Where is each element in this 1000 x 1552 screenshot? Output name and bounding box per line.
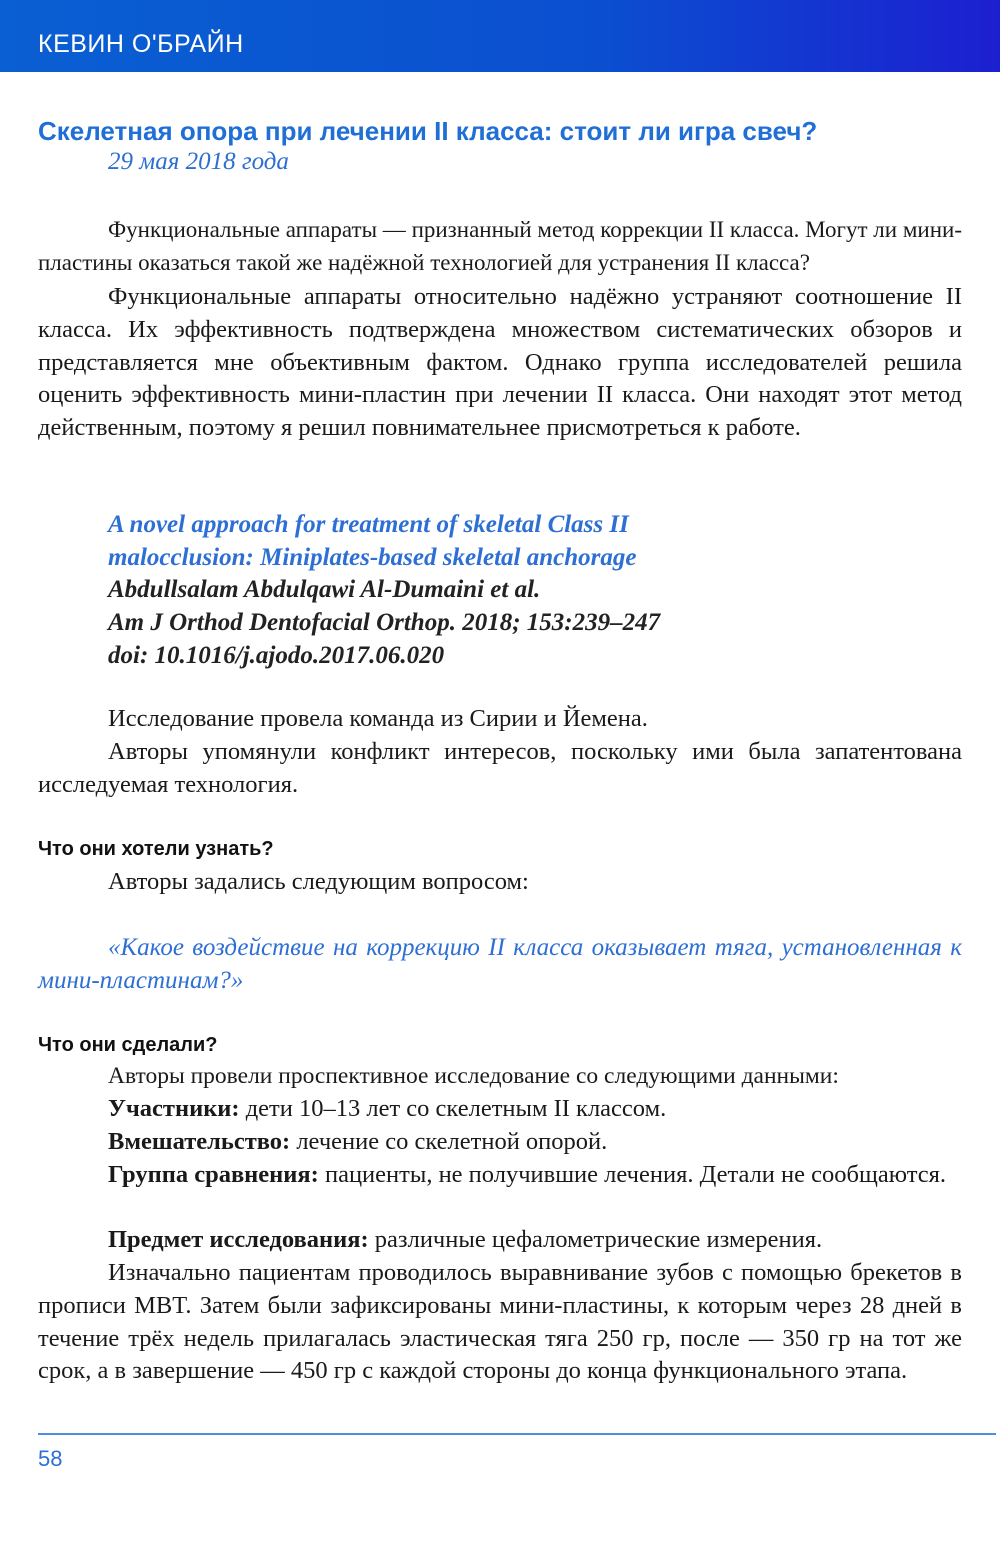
method-item-label: Участники: bbox=[108, 1095, 240, 1122]
reference-journal: Am J Orthod Dentofacial Orthop. 2018; 153:239–247 bbox=[108, 609, 661, 636]
intro-paragraph-2: Функциональные аппараты относительно надёжно устраняют соотношение II класса. Их эффективность подтверждена множеством систематических обзоров и представляется мне объективным фактом. Однако группа исследователей решила оценить эффективность мини-пластин при лечении II класса. Они находят этот метод действенным, поэтому я решил повнимательнее присмотреться к работе. bbox=[38, 283, 962, 442]
study-paragraph-1: Исследование провела команда из Сирии и Йемена. bbox=[108, 705, 648, 732]
method-paragraph: Авторы провели проспективное исследование со следующими данными: bbox=[108, 1063, 839, 1089]
question-paragraph: Авторы задались следующим вопросом: bbox=[108, 868, 529, 895]
method-item-value: дети 10–13 лет со скелетным II классом. bbox=[239, 1095, 667, 1122]
method-item-outcome bbox=[108, 1224, 962, 1257]
article-date: 29 мая 2018 года bbox=[108, 148, 289, 175]
header-author: КЕВИН О'БРАЙН bbox=[38, 30, 244, 58]
reference-authors: Abdullsalam Abdulqawi Al-Dumaini et al. bbox=[108, 576, 541, 603]
section-heading-method: Что они сделали? bbox=[38, 1034, 218, 1056]
study-paragraph-2: Авторы упомянули конфликт интересов, поскольку ими была запатентована исследуемая технология. bbox=[38, 738, 962, 798]
method-item-value: лечение со скелетной опорой. bbox=[290, 1128, 608, 1155]
procedure-paragraph: Изначально пациентам проводилось выравнивание зубов с помощью брекетов в прописи MBT. Затем были зафиксированы мини-пластины, к которым через 28 дней в течение трёх недель прилагалась эластическая тяга 250 гр, после — 350 гр на тот же срок, а в завершение — 450 гр с каждой стороны до конца функционального этапа. bbox=[38, 1259, 962, 1385]
method-item-label: Предмет исследования: bbox=[108, 1226, 369, 1253]
page-number: 58 bbox=[38, 1446, 63, 1471]
method-item-value: пациенты, не получившие лечения. Детали не сообщаются. bbox=[318, 1161, 946, 1188]
method-item-label: Группа сравнения: bbox=[108, 1161, 319, 1188]
method-item-value: различные цефалометрические измерения. bbox=[368, 1226, 823, 1253]
intro-paragraph-1: Функциональные аппараты — признанный метод коррекции II класса. Могут ли мини-пластины оказаться такой же надёжной технологией для устранения II класса? bbox=[38, 217, 962, 275]
method-item-intervention bbox=[108, 1126, 962, 1159]
reference-doi: doi: 10.1016/j.ajodo.2017.06.020 bbox=[108, 642, 445, 669]
reference-title: A novel approach for treatment of skeletal Class II malocclusion: Miniplates-based skeletal anchorage bbox=[108, 511, 637, 571]
footer-divider bbox=[38, 1433, 996, 1435]
article-title: Скелетная опора при лечении II класса: стоит ли игра свеч? bbox=[38, 116, 818, 146]
research-question-quote: «Какое воздействие на коррекцию II класса оказывает тяга, установленная к мини-пластинам?» bbox=[38, 934, 962, 994]
section-heading-question: Что они хотели узнать? bbox=[38, 838, 274, 860]
method-item-participants bbox=[108, 1093, 962, 1126]
method-item-comparison bbox=[108, 1159, 962, 1192]
header-band bbox=[0, 0, 1000, 72]
method-item-label: Вмешательство: bbox=[108, 1128, 291, 1155]
